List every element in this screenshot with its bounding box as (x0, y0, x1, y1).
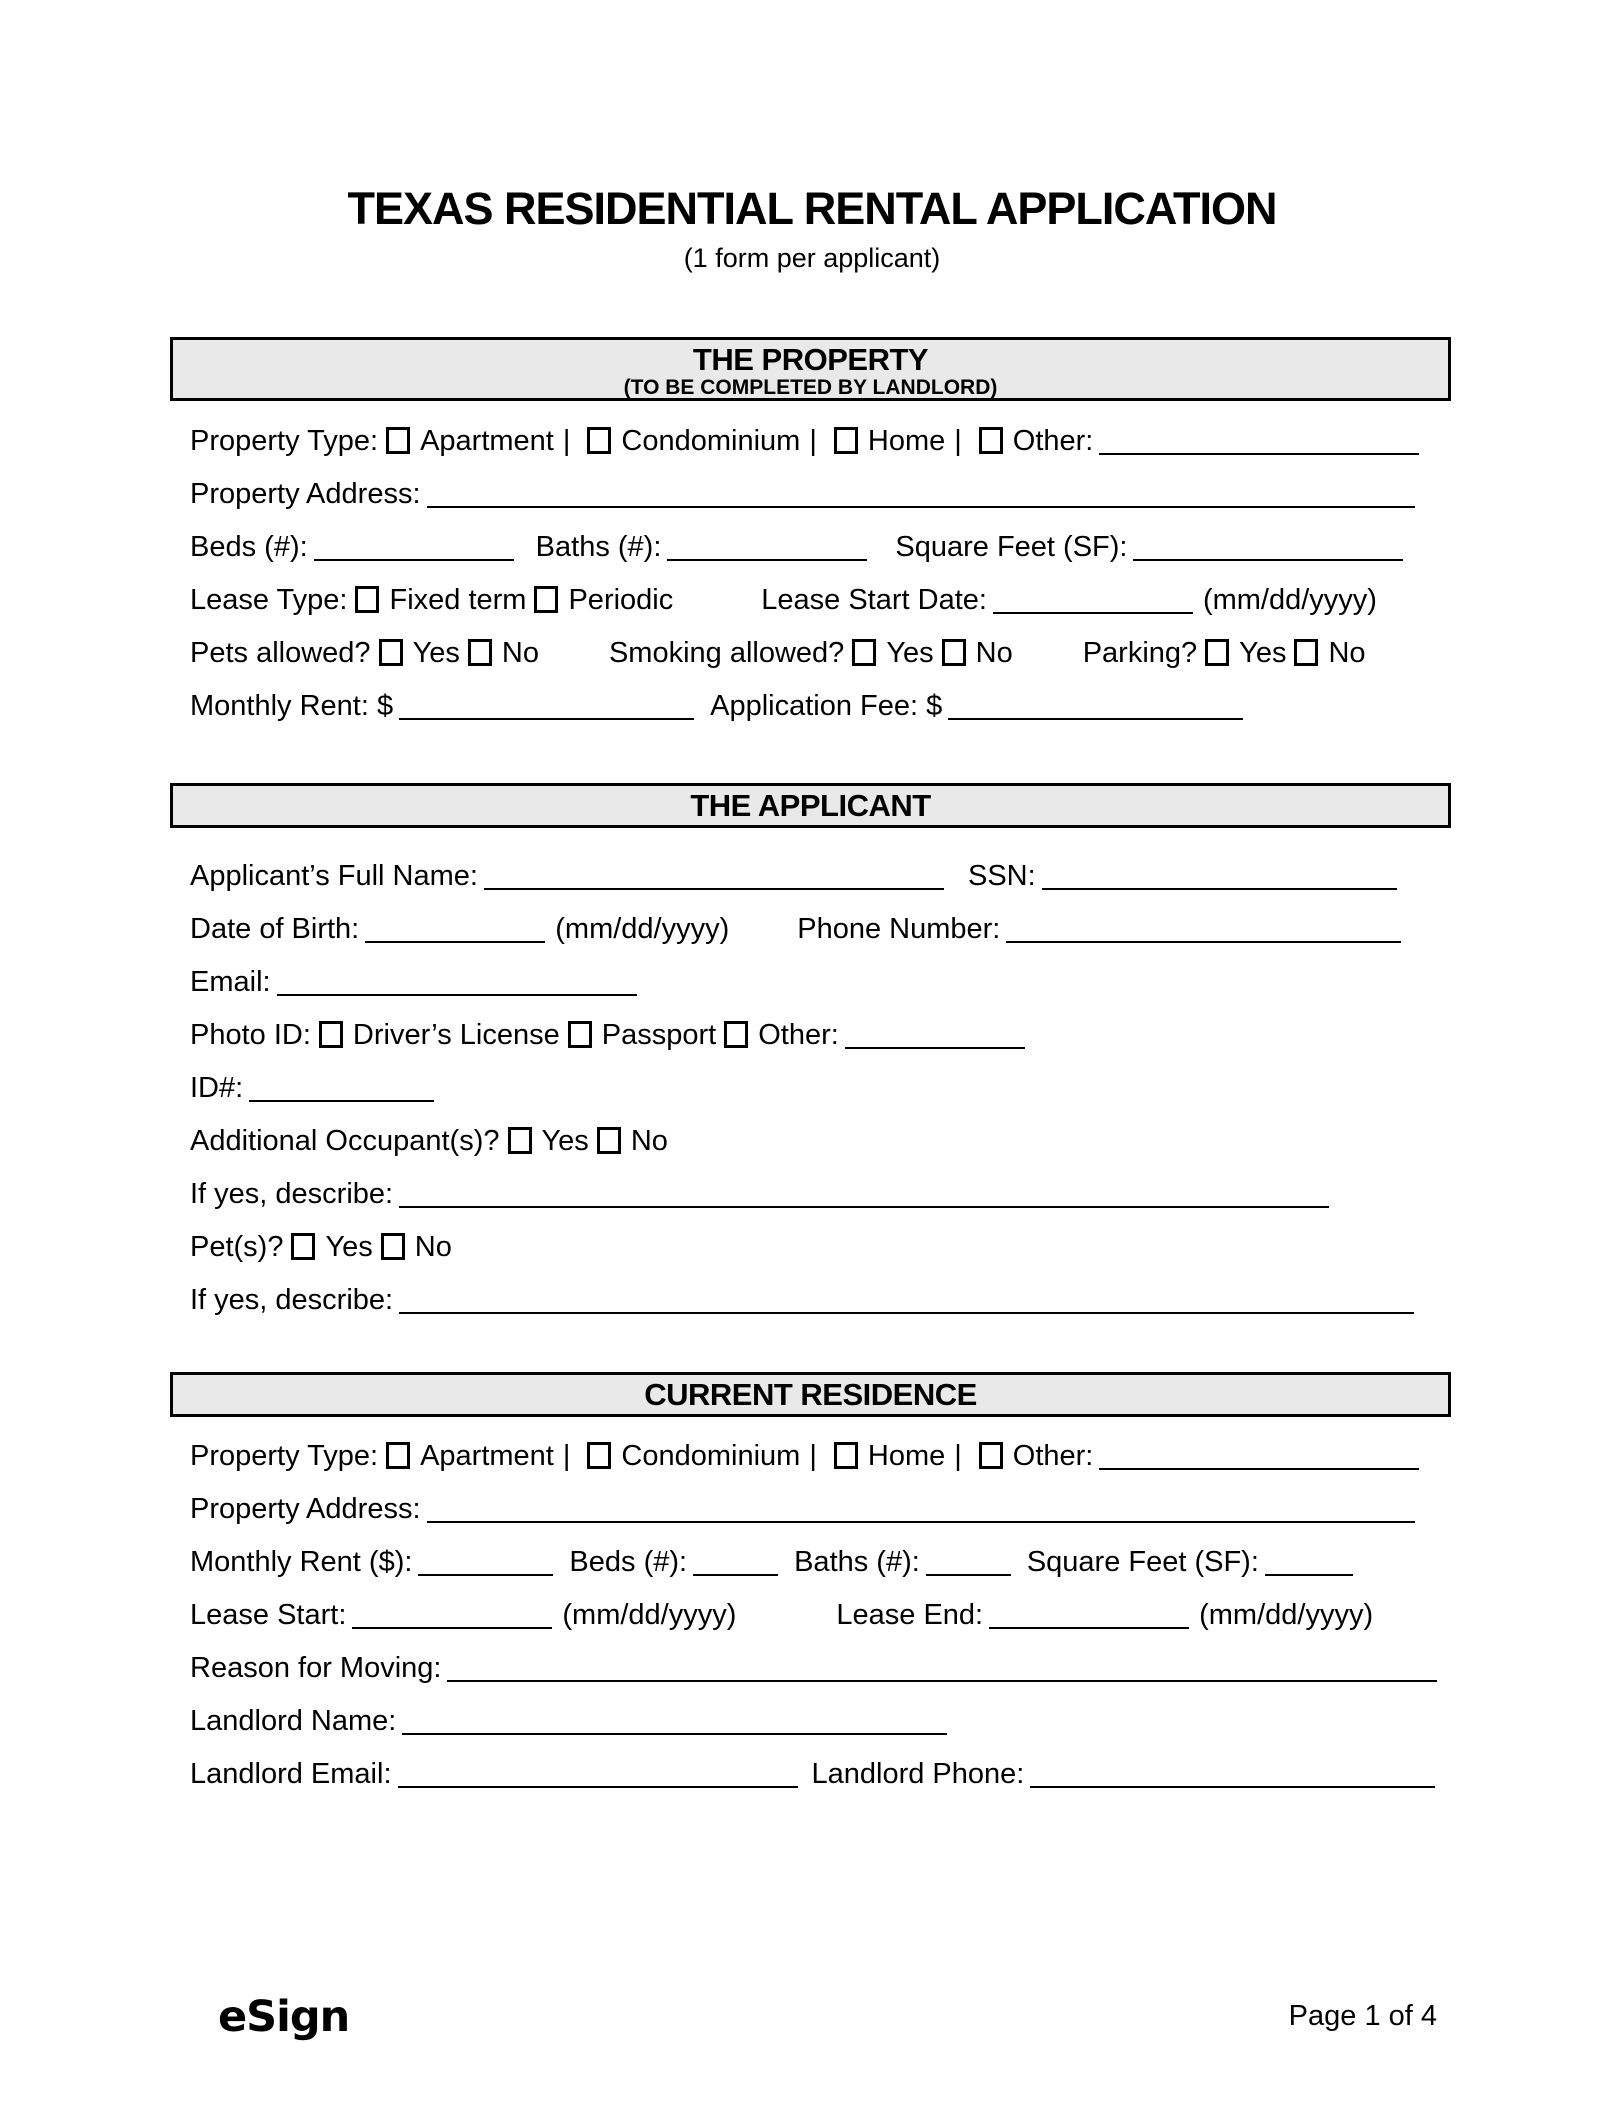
property-home-checkbox[interactable] (834, 427, 858, 454)
smoking-allowed-label: Smoking allowed? (608, 637, 845, 669)
cr-lease-start-label: Lease Start: (190, 1599, 347, 1631)
cr-reason-label: Reason for Moving: (190, 1652, 442, 1684)
cr-monthly-rent-input-line[interactable] (418, 1574, 553, 1576)
property-condominium-checkbox[interactable] (587, 427, 611, 454)
page-number: Page 1 of 4 (1288, 2000, 1437, 2032)
photo-id-label: Photo ID: (190, 1019, 311, 1051)
cr-landlord-name-row (190, 1695, 1437, 1748)
lease-start-date-input-line[interactable] (993, 612, 1193, 614)
option-separator: | (809, 425, 817, 457)
photo-id-row (190, 1009, 1414, 1062)
application-fee-label: Application Fee: $ (710, 690, 943, 722)
pets-allowed-no-checkbox[interactable] (468, 639, 492, 666)
pets-describe-row (190, 1274, 1414, 1327)
lease-type-label: Lease Type: (190, 584, 348, 616)
pets-row (190, 1221, 1414, 1274)
pets-describe-input-line[interactable] (399, 1312, 1414, 1314)
property-type-row (190, 415, 1419, 468)
pets-allowed-label: Pets allowed? (190, 637, 371, 669)
property-section-note: (TO BE COMPLETED BY LANDLORD) (623, 376, 998, 399)
full-name-input-line[interactable] (484, 888, 944, 890)
cr-size-row (190, 1536, 1437, 1589)
cr-reason-input-line[interactable] (447, 1680, 1437, 1682)
pets-no-label: No (414, 1231, 452, 1263)
ssn-label: SSN: (967, 860, 1036, 892)
pets-no-checkbox[interactable] (381, 1233, 405, 1260)
cr-apartment-checkbox[interactable] (386, 1442, 410, 1469)
cr-other-label: Other: (1012, 1440, 1094, 1472)
drivers-license-label: Driver’s License (352, 1019, 560, 1051)
pets-allowed-no-label: No (501, 637, 539, 669)
dob-label: Date of Birth: (190, 913, 360, 945)
option-separator: | (954, 425, 962, 457)
photo-id-other-label: Other: (758, 1019, 839, 1051)
beds-label: Beds (#): (190, 531, 308, 563)
smoking-no-checkbox[interactable] (942, 639, 966, 666)
section-header-property (170, 337, 1451, 401)
cr-beds-label: Beds (#): (569, 1546, 688, 1578)
property-home-label: Home (867, 425, 946, 457)
occupants-yes-label: Yes (541, 1125, 589, 1157)
monthly-rent-input-line[interactable] (399, 718, 694, 720)
cr-baths-label: Baths (#): (794, 1546, 920, 1578)
property-apartment-checkbox[interactable] (386, 427, 410, 454)
cr-apartment-label: Apartment (420, 1440, 554, 1472)
cr-property-type-row (190, 1430, 1437, 1483)
option-separator: | (809, 1440, 817, 1472)
baths-label: Baths (#): (535, 531, 662, 563)
pets-describe-label: If yes, describe: (190, 1284, 394, 1316)
option-separator: | (954, 1440, 962, 1472)
cr-landlord-name-input-line[interactable] (402, 1733, 947, 1735)
name-ssn-row (190, 850, 1414, 903)
email-input-line[interactable] (277, 994, 637, 996)
occupants-no-label: No (630, 1125, 668, 1157)
parking-label: Parking? (1082, 637, 1198, 669)
fixed-term-label: Fixed term (389, 584, 527, 616)
application-fee-input-line[interactable] (948, 718, 1243, 720)
property-size-row (190, 521, 1419, 574)
property-other-label: Other: (1012, 425, 1094, 457)
pets-yes-label: Yes (325, 1231, 373, 1263)
cr-address-row (190, 1483, 1437, 1536)
phone-input-line[interactable] (1006, 941, 1401, 943)
passport-checkbox[interactable] (568, 1021, 592, 1048)
smoking-yes-label: Yes (886, 637, 934, 669)
square-feet-label: Square Feet (SF): (895, 531, 1128, 563)
rent-fee-row (190, 680, 1419, 733)
periodic-checkbox[interactable] (534, 586, 558, 613)
cr-square-feet-input-line[interactable] (1265, 1574, 1353, 1576)
email-row (190, 956, 1414, 1009)
cr-beds-input-line[interactable] (693, 1574, 778, 1576)
parking-no-label: No (1328, 637, 1366, 669)
date-format-hint: (mm/dd/yyyy) (1202, 584, 1377, 616)
pets-yes-checkbox[interactable] (291, 1233, 315, 1260)
cr-condominium-checkbox[interactable] (587, 1442, 611, 1469)
parking-no-checkbox[interactable] (1294, 639, 1318, 666)
cr-property-type-label: Property Type: (190, 1440, 379, 1472)
cr-landlord-email-label: Landlord Email: (190, 1758, 392, 1790)
cr-address-label: Property Address: (190, 1493, 421, 1525)
parking-yes-checkbox[interactable] (1205, 639, 1229, 666)
fixed-term-checkbox[interactable] (355, 586, 379, 613)
lease-type-row (190, 574, 1419, 627)
cr-lease-start-input-line[interactable] (352, 1627, 552, 1629)
property-address-label: Property Address: (190, 478, 421, 510)
property-questions-row (190, 627, 1419, 680)
occupants-describe-row (190, 1168, 1414, 1221)
ssn-input-line[interactable] (1042, 888, 1397, 890)
id-number-label: ID#: (190, 1072, 244, 1104)
pets-label: Pet(s)? (190, 1231, 284, 1263)
pets-allowed-yes-checkbox[interactable] (379, 639, 403, 666)
photo-id-other-input-line[interactable] (845, 1047, 1025, 1049)
date-format-hint: (mm/dd/yyyy) (555, 913, 730, 945)
page-title: TEXAS RESIDENTIAL RENTAL APPLICATION (347, 183, 1277, 234)
date-format-hint: (mm/dd/yyyy) (1199, 1599, 1374, 1631)
smoking-no-label: No (975, 637, 1013, 669)
cr-home-checkbox[interactable] (834, 1442, 858, 1469)
occupants-describe-input-line[interactable] (399, 1206, 1329, 1208)
property-fields (190, 415, 1419, 733)
option-separator: | (562, 425, 571, 457)
drivers-license-checkbox[interactable] (319, 1021, 343, 1048)
occupants-describe-label: If yes, describe: (190, 1178, 394, 1210)
pets-allowed-yes-label: Yes (412, 637, 460, 669)
property-address-input-line[interactable] (427, 506, 1415, 508)
property-section-title: THE PROPERTY (692, 342, 929, 377)
full-name-label: Applicant’s Full Name: (190, 860, 478, 892)
cr-landlord-phone-label: Landlord Phone: (811, 1758, 1025, 1790)
esign-logo: eSign (218, 1992, 350, 2042)
smoking-yes-checkbox[interactable] (852, 639, 876, 666)
current-residence-fields (190, 1430, 1437, 1801)
passport-label: Passport (601, 1019, 717, 1051)
cr-lease-dates-row (190, 1589, 1437, 1642)
parking-yes-label: Yes (1239, 637, 1287, 669)
cr-landlord-contact-row (190, 1748, 1437, 1801)
photo-id-other-checkbox[interactable] (724, 1021, 748, 1048)
page-subtitle: (1 form per applicant) (683, 243, 941, 273)
property-condominium-label: Condominium (621, 425, 801, 457)
cr-square-feet-label: Square Feet (SF): (1026, 1546, 1259, 1578)
property-other-checkbox[interactable] (979, 427, 1003, 454)
email-label: Email: (190, 966, 271, 998)
beds-input-line[interactable] (314, 559, 514, 561)
cr-lease-end-input-line[interactable] (989, 1627, 1189, 1629)
dob-input-line[interactable] (365, 941, 545, 943)
id-number-input-line[interactable] (249, 1100, 434, 1102)
property-address-row (190, 468, 1419, 521)
cr-other-input-line[interactable] (1099, 1468, 1419, 1470)
additional-occupants-row (190, 1115, 1414, 1168)
section-header-current-residence (170, 1372, 1451, 1417)
applicant-fields (190, 850, 1414, 1327)
square-feet-input-line[interactable] (1133, 559, 1403, 561)
cr-reason-row (190, 1642, 1437, 1695)
applicant-section-title: THE APPLICANT (690, 787, 931, 823)
date-format-hint: (mm/dd/yyyy) (562, 1599, 737, 1631)
additional-occupants-label: Additional Occupant(s)? (190, 1125, 500, 1157)
occupants-yes-checkbox[interactable] (508, 1127, 532, 1154)
cr-baths-input-line[interactable] (926, 1574, 1011, 1576)
lease-start-date-label: Lease Start Date: (761, 584, 987, 616)
id-number-row (190, 1062, 1414, 1115)
cr-other-checkbox[interactable] (979, 1442, 1003, 1469)
dob-phone-row (190, 903, 1414, 956)
cr-lease-end-label: Lease End: (836, 1599, 984, 1631)
occupants-no-checkbox[interactable] (597, 1127, 621, 1154)
phone-label: Phone Number: (797, 913, 1001, 945)
cr-address-input-line[interactable] (427, 1521, 1415, 1523)
property-apartment-label: Apartment (420, 425, 554, 457)
property-other-input-line[interactable] (1099, 453, 1419, 455)
cr-condominium-label: Condominium (621, 1440, 801, 1472)
cr-home-label: Home (867, 1440, 946, 1472)
periodic-label: Periodic (568, 584, 674, 616)
cr-monthly-rent-label: Monthly Rent ($): (190, 1546, 413, 1578)
baths-input-line[interactable] (667, 559, 867, 561)
cr-landlord-name-label: Landlord Name: (190, 1705, 397, 1737)
monthly-rent-label: Monthly Rent: $ (190, 690, 394, 722)
section-header-applicant (170, 783, 1451, 828)
cr-landlord-phone-input-line[interactable] (1030, 1786, 1435, 1788)
option-separator: | (562, 1440, 571, 1472)
current-residence-section-title: CURRENT RESIDENCE (644, 1376, 977, 1412)
cr-landlord-email-input-line[interactable] (398, 1786, 798, 1788)
property-type-label: Property Type: (190, 425, 379, 457)
